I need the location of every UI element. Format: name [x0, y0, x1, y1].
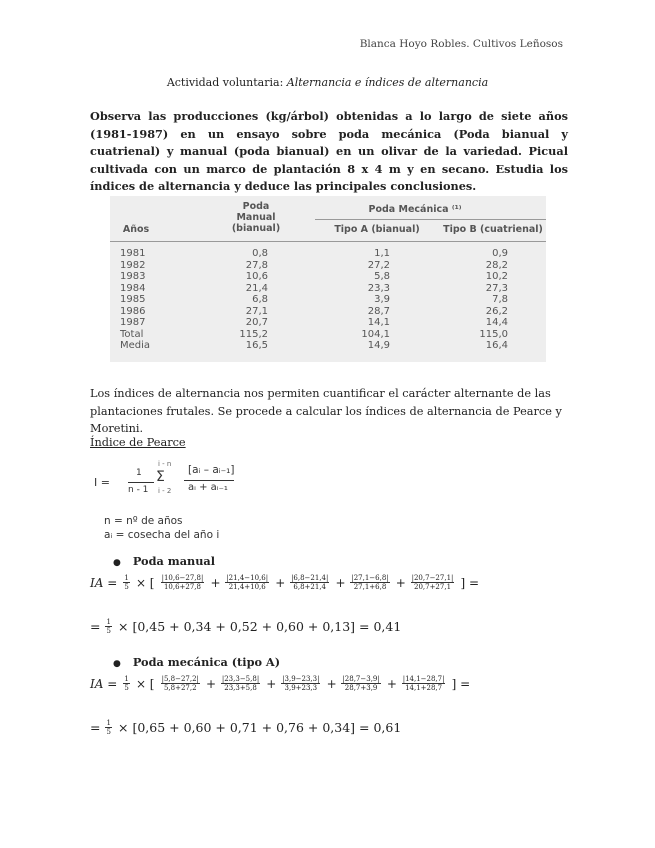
def-n: n = nº de años	[104, 515, 183, 527]
intro-paragraph: Observa las producciones (kg/árbol) obtenidas a lo largo de siete años (1981-1987) en un ensayo sobre poda mecánica (Poda bianual y cuatrienal) y manual (poda bianual) en un olivar de la variedad. Picual cultivada con un marco de plantación 8 x 4 m y en secano. Estudia los índices de alternancia y deduce las principales conclusiones.	[90, 109, 568, 193]
th-tipo-b: Tipo B (cuatrienal)	[443, 224, 543, 235]
table-cell: Media	[120, 340, 151, 351]
equation-mecanica: IA = $\frac{1}{5}$ × [ $\frac{|5,8-27,2|}{5,8+27,2}$ + $\frac{|23,3-5,8|}{23,3+5,8}$ + $\frac{|3,9-23,3|}{3,9+23,3}$ + $\frac{|28,7-3,9|}{28,7+3,9}$ + $\frac{|14,1-28,7|}{14,1+28,7}$ ] =	[90, 675, 471, 692]
formula-upper: i - n	[158, 460, 172, 468]
bullet-manual	[113, 554, 215, 568]
table-cell: Total	[120, 328, 144, 340]
table-cell: 20,7	[245, 317, 268, 328]
table-cell: 14,1	[367, 317, 390, 328]
eq-fifth: $\frac{1}{5}$	[124, 675, 129, 692]
eq-frac: $\frac{|5,8-27,2|}{5,8+27,2}$	[161, 675, 199, 692]
eq-frac: $\frac{|14,1-28,7|}{14,1+28,7}$	[402, 675, 445, 692]
body-paragraph: Los índices de alternancia nos permiten cuantificar el carácter alternante de las plantaciones frutales. Se procede a calcular los índices de alternancia de Pearce y Moretini.	[90, 387, 562, 435]
production-table	[110, 196, 546, 362]
table-cell: 1987	[120, 317, 146, 328]
formula-lower: i - 2	[158, 487, 172, 495]
eq-lhs: IA =	[90, 576, 118, 590]
table-cell: 1986	[120, 305, 146, 317]
table-cell: 1982	[120, 259, 146, 271]
bullet-dot-icon: ●	[113, 659, 121, 669]
table-cell: 21,4	[245, 282, 268, 294]
table-cell: 1985	[120, 294, 146, 305]
col-manual	[228, 248, 268, 352]
formula-one: 1	[136, 468, 142, 478]
formula-den: aᵢ + aᵢ₋₁	[188, 482, 228, 493]
th-anos: Años	[122, 224, 150, 235]
bullet-mecanica	[113, 655, 280, 669]
table-cell: 14,4	[485, 317, 508, 328]
table-cell: 115,2	[239, 328, 268, 340]
formula-lhs: I =	[94, 476, 110, 489]
table-cell: 27,2	[367, 259, 390, 271]
table-cell: 10,6	[245, 271, 268, 282]
table-cell: 23,3	[367, 282, 390, 294]
result-manual-text: × [0,45 + 0,34 + 0,52 + 0,60 + 0,13] = 0,41	[118, 619, 402, 634]
page-title	[0, 76, 655, 89]
eq-frac: $\frac{|20,7-27,1|}{20,7+27,1}$	[411, 574, 454, 591]
col-tipo-a	[346, 248, 390, 352]
eq-frac: $\frac{|3,9-23,3|}{3,9+23,3}$	[282, 675, 320, 692]
eq-frac: $\frac{|28,7-3,9|}{28,7+3,9}$	[342, 675, 380, 692]
eq-frac: $\frac{|21,4-10,6|}{21,4+10,6}$	[226, 574, 269, 591]
eq-frac: $\frac{|6,8-21,4|}{6,8+21,4}$	[291, 574, 329, 591]
formula-num: [aᵢ – aᵢ₋₁]	[188, 464, 235, 476]
table-cell: 115,0	[479, 328, 508, 340]
res-fifth: $\frac{1}{5}$	[106, 719, 111, 736]
bullet-dot-icon: ●	[113, 558, 121, 568]
res-fifth: $\frac{1}{5}$	[106, 618, 111, 635]
table-cell: 16,5	[245, 340, 268, 351]
equation-manual: IA = $\frac{1}{5}$ × [ $\frac{|10,6-27,8|}{10,6+27,8}$ + $\frac{|21,4-10,6|}{21,4+10,6}$ + $\frac{|6,8-21,4|}{6,8+21,4}$ + $\frac{|27,1-6,8|}{27,1+6,8}$ + $\frac{|20,7-27,1|}{20,7+27,1}$ ] =	[90, 574, 480, 591]
bullet-mecanica-label: Poda mecánica (tipo A)	[132, 655, 281, 669]
table-cell: 16,4	[485, 340, 508, 351]
table-cell: 1984	[120, 282, 146, 294]
table-cell: 1981	[120, 248, 146, 259]
table-cell: 28,7	[367, 305, 390, 317]
table-cell: 27,3	[485, 282, 508, 294]
formula-nm1: n - 1	[128, 485, 149, 495]
result-mecanica-text: × [0,65 + 0,60 + 0,71 + 0,76 + 0,34] = 0,61	[118, 720, 402, 735]
formula-line2	[184, 480, 234, 481]
table-cell: 0,9	[492, 248, 508, 259]
col-tipo-b	[464, 248, 508, 352]
table-cell: 6,8	[252, 294, 268, 305]
table-cell: 10,2	[485, 271, 508, 282]
def-a: aᵢ = cosecha del año i	[104, 529, 220, 541]
eq-fifth: $\frac{1}{5}$	[124, 574, 129, 591]
eq-frac: $\frac{|10,6-27,8|}{10,6+27,8}$	[161, 574, 204, 591]
result-manual: = $\frac{1}{5}$ × [0,45 + 0,34 + 0,52 + 0,60 + 0,13] = 0,41	[90, 618, 402, 635]
table-cell: 27,8	[245, 259, 268, 271]
title-italic: Alternancia e índices de alternancia	[286, 76, 489, 89]
header-rule	[315, 219, 546, 220]
table-cell: 3,9	[374, 294, 390, 305]
definitions	[104, 514, 219, 542]
formula-sum: Σ	[156, 469, 165, 485]
eq-lhs: IA =	[90, 677, 118, 691]
title-prefix: Actividad voluntaria:	[166, 76, 287, 89]
table-top-rule	[110, 241, 546, 242]
table-cell: 28,2	[485, 259, 508, 271]
pearce-formula	[92, 458, 252, 498]
th-manual: Poda Manual (bianual)	[231, 201, 281, 234]
page-header: Blanca Hoyo Robles. Cultivos Leñosos	[359, 38, 563, 50]
table-cell: 0,8	[252, 248, 268, 259]
table-cell: 1983	[120, 271, 146, 282]
formula-line	[128, 482, 154, 483]
table-cell: 27,1	[245, 305, 268, 317]
table-cell: 7,8	[492, 294, 508, 305]
col-years	[120, 248, 150, 352]
th-tipo-a: Tipo A (bianual)	[334, 224, 420, 235]
eq-frac: $\frac{|27,1-6,8|}{27,1+6,8}$	[351, 574, 389, 591]
eq-frac: $\frac{|23,3-5,8|}{23,3+5,8}$	[221, 675, 260, 692]
th-mecanica: Poda Mecánica ⁽¹⁾	[368, 204, 462, 215]
pearce-heading: Índice de Pearce	[90, 436, 186, 449]
table-cell: 14,9	[367, 340, 390, 351]
table-cell: 1,1	[374, 248, 390, 259]
result-mecanica: = $\frac{1}{5}$ × [0,65 + 0,60 + 0,71 + 0,76 + 0,34] = 0,61	[90, 719, 402, 736]
bullet-manual-label: Poda manual	[132, 554, 216, 568]
table-cell: 26,2	[485, 305, 508, 317]
table-cell: 104,1	[361, 328, 390, 340]
table-cell: 5,8	[374, 271, 390, 282]
